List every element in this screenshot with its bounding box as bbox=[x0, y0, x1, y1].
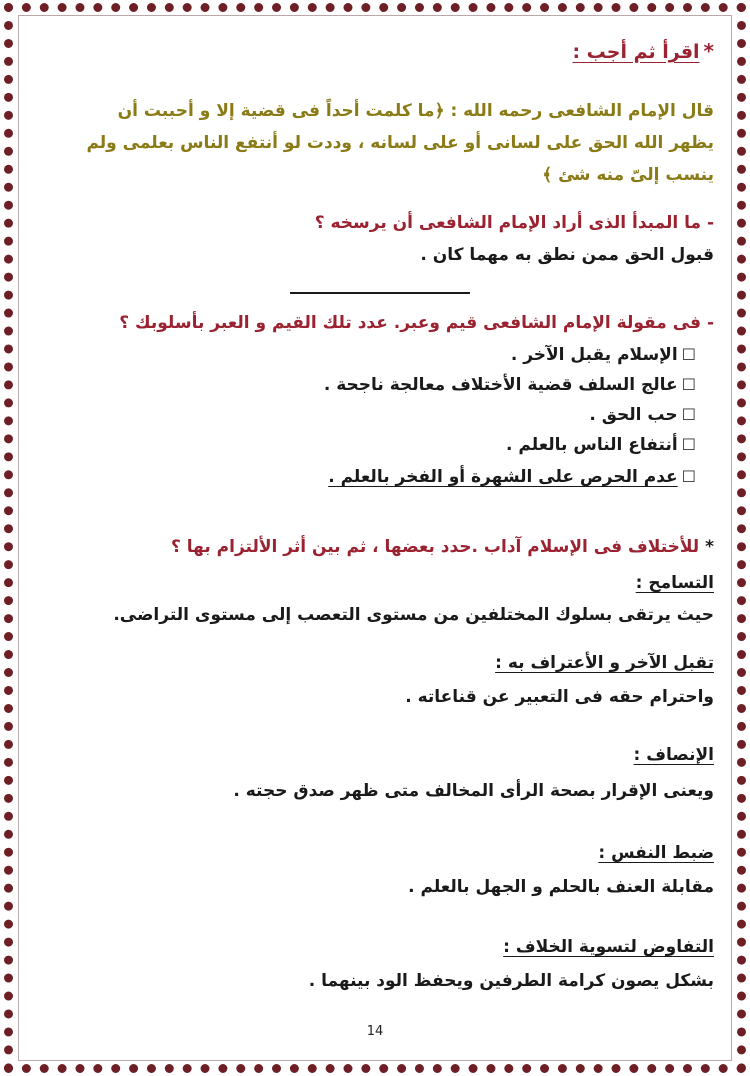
star-bullet-icon: * bbox=[703, 39, 714, 63]
section-text: ويعنى الإقرار بصحة الرأى المخالف متى ظهر صدق حجته . bbox=[233, 781, 714, 801]
list-item: ☐الإسلام يقبل الآخر . bbox=[510, 345, 696, 365]
list-item: ☐عدم الحرص على الشهرة أو الفخر بالعلم . bbox=[328, 467, 696, 487]
question-3: * للأختلاف فى الإسلام آداب .حدد بعضها ، ثم بين أثر الألتزام بها ؟ bbox=[170, 537, 714, 557]
checkmark-icon: ☐ bbox=[681, 375, 696, 394]
section-text: واحترام حقه فى التعبير عن قناعاته . bbox=[405, 687, 714, 707]
section-title: التسامح : bbox=[635, 573, 714, 593]
question-2: - فى مقولة الإمام الشافعى قيم وعبر. عدد تلك القيم و العبر بأسلوبك ؟ bbox=[119, 313, 714, 333]
section-heading bbox=[36, 38, 714, 65]
list-item: ☐عالج السلف قضية الأختلاف معالجة ناجحة . bbox=[323, 375, 696, 395]
divider-line bbox=[290, 292, 470, 294]
list-item: ☐حب الحق . bbox=[589, 405, 696, 425]
section-title: الإنصاف : bbox=[633, 745, 714, 765]
section-title: التفاوض لتسوية الخلاف : bbox=[503, 937, 714, 957]
section-text: بشكل يصون كرامة الطرفين ويحفظ الود بينهما . bbox=[308, 971, 714, 991]
worksheet-page bbox=[24, 24, 726, 1054]
star-bullet-icon: * bbox=[705, 537, 714, 557]
checkmark-icon: ☐ bbox=[681, 345, 696, 364]
quote-line-1: قال الإمام الشافعى رحمه الله : ﴿ما كلمت أحداً فى قضية إلا و أحببت أن bbox=[117, 101, 714, 121]
page-number: 14 bbox=[366, 1024, 384, 1039]
quote-line-3: ينسب إلىّ منه شئ ﴾ bbox=[542, 165, 714, 185]
quote-line-2: يظهر الله الحق على لسانى أو على لسانه ، وددت لو أنتفع الناس بعلمى ولم bbox=[86, 133, 714, 153]
heading-text: اقرأ ثم أجب : bbox=[572, 41, 700, 63]
list-item: ☐أنتفاع الناس بالعلم . bbox=[506, 435, 696, 455]
checkmark-icon: ☐ bbox=[681, 405, 696, 424]
section-text: مقابلة العنف بالحلم و الجهل بالعلم . bbox=[408, 877, 714, 897]
checkmark-icon: ☐ bbox=[681, 467, 696, 486]
checkmark-icon: ☐ bbox=[681, 435, 696, 454]
answer-1: قبول الحق ممن نطق به مهما كان . bbox=[420, 245, 714, 265]
section-title: ضبط النفس : bbox=[598, 843, 714, 863]
section-text: حيث يرتقى بسلوك المختلفين من مستوى التعصب إلى مستوى التراضى. bbox=[113, 605, 714, 625]
section-title: تقبل الآخر و الأعتراف به : bbox=[495, 653, 714, 673]
question-1: - ما المبدأ الذى أراد الإمام الشافعى أن يرسخه ؟ bbox=[314, 213, 714, 233]
